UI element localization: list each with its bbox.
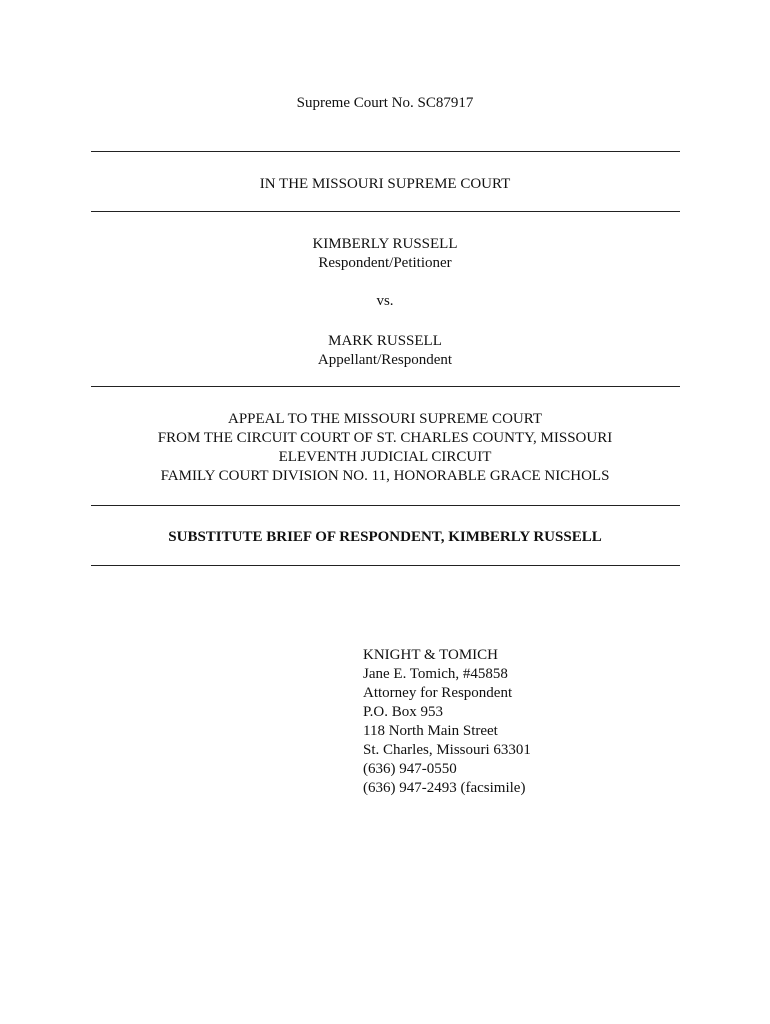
counsel-po-box: P.O. Box 953 <box>363 704 444 720</box>
appellant-name: MARK RUSSELL <box>328 333 442 349</box>
counsel-attorney: Jane E. Tomich, #45858 <box>363 666 508 682</box>
counsel-phone: (636) 947-0550 <box>363 761 457 777</box>
appeal-line: ELEVENTH JUDICIAL CIRCUIT <box>278 449 492 465</box>
divider-top <box>91 151 680 152</box>
appeal-line: FAMILY COURT DIVISION NO. 11, HONORABLE GRACE NICHOLS <box>160 468 610 484</box>
brief-title: SUBSTITUTE BRIEF OF RESPONDENT, KIMBERLY RUSSELL <box>168 529 602 545</box>
appeal-line: APPEAL TO THE MISSOURI SUPREME COURT <box>227 411 542 427</box>
counsel-fax: (636) 947-2493 (facsimile) <box>363 780 526 796</box>
counsel-street: 118 North Main Street <box>363 723 498 739</box>
counsel-role: Attorney for Respondent <box>363 685 513 701</box>
counsel-firm: KNIGHT & TOMICH <box>363 647 499 663</box>
appeal-line: FROM THE CIRCUIT COURT OF ST. CHARLES COUNTY, MISSOURI <box>157 430 613 446</box>
counsel-block <box>363 646 531 798</box>
appellant-role: Appellant/Respondent <box>317 352 453 368</box>
court-name: IN THE MISSOURI SUPREME COURT <box>259 176 511 192</box>
petitioner-name: KIMBERLY RUSSELL <box>312 236 458 252</box>
divider-appeal <box>91 505 680 506</box>
versus-text: vs. <box>376 293 394 309</box>
case-number: Supreme Court No. SC87917 <box>296 95 474 111</box>
divider-brief <box>91 565 680 566</box>
divider-parties <box>91 386 680 387</box>
counsel-city: St. Charles, Missouri 63301 <box>363 742 531 758</box>
divider-court <box>91 211 680 212</box>
petitioner-role: Respondent/Petitioner <box>318 255 452 271</box>
